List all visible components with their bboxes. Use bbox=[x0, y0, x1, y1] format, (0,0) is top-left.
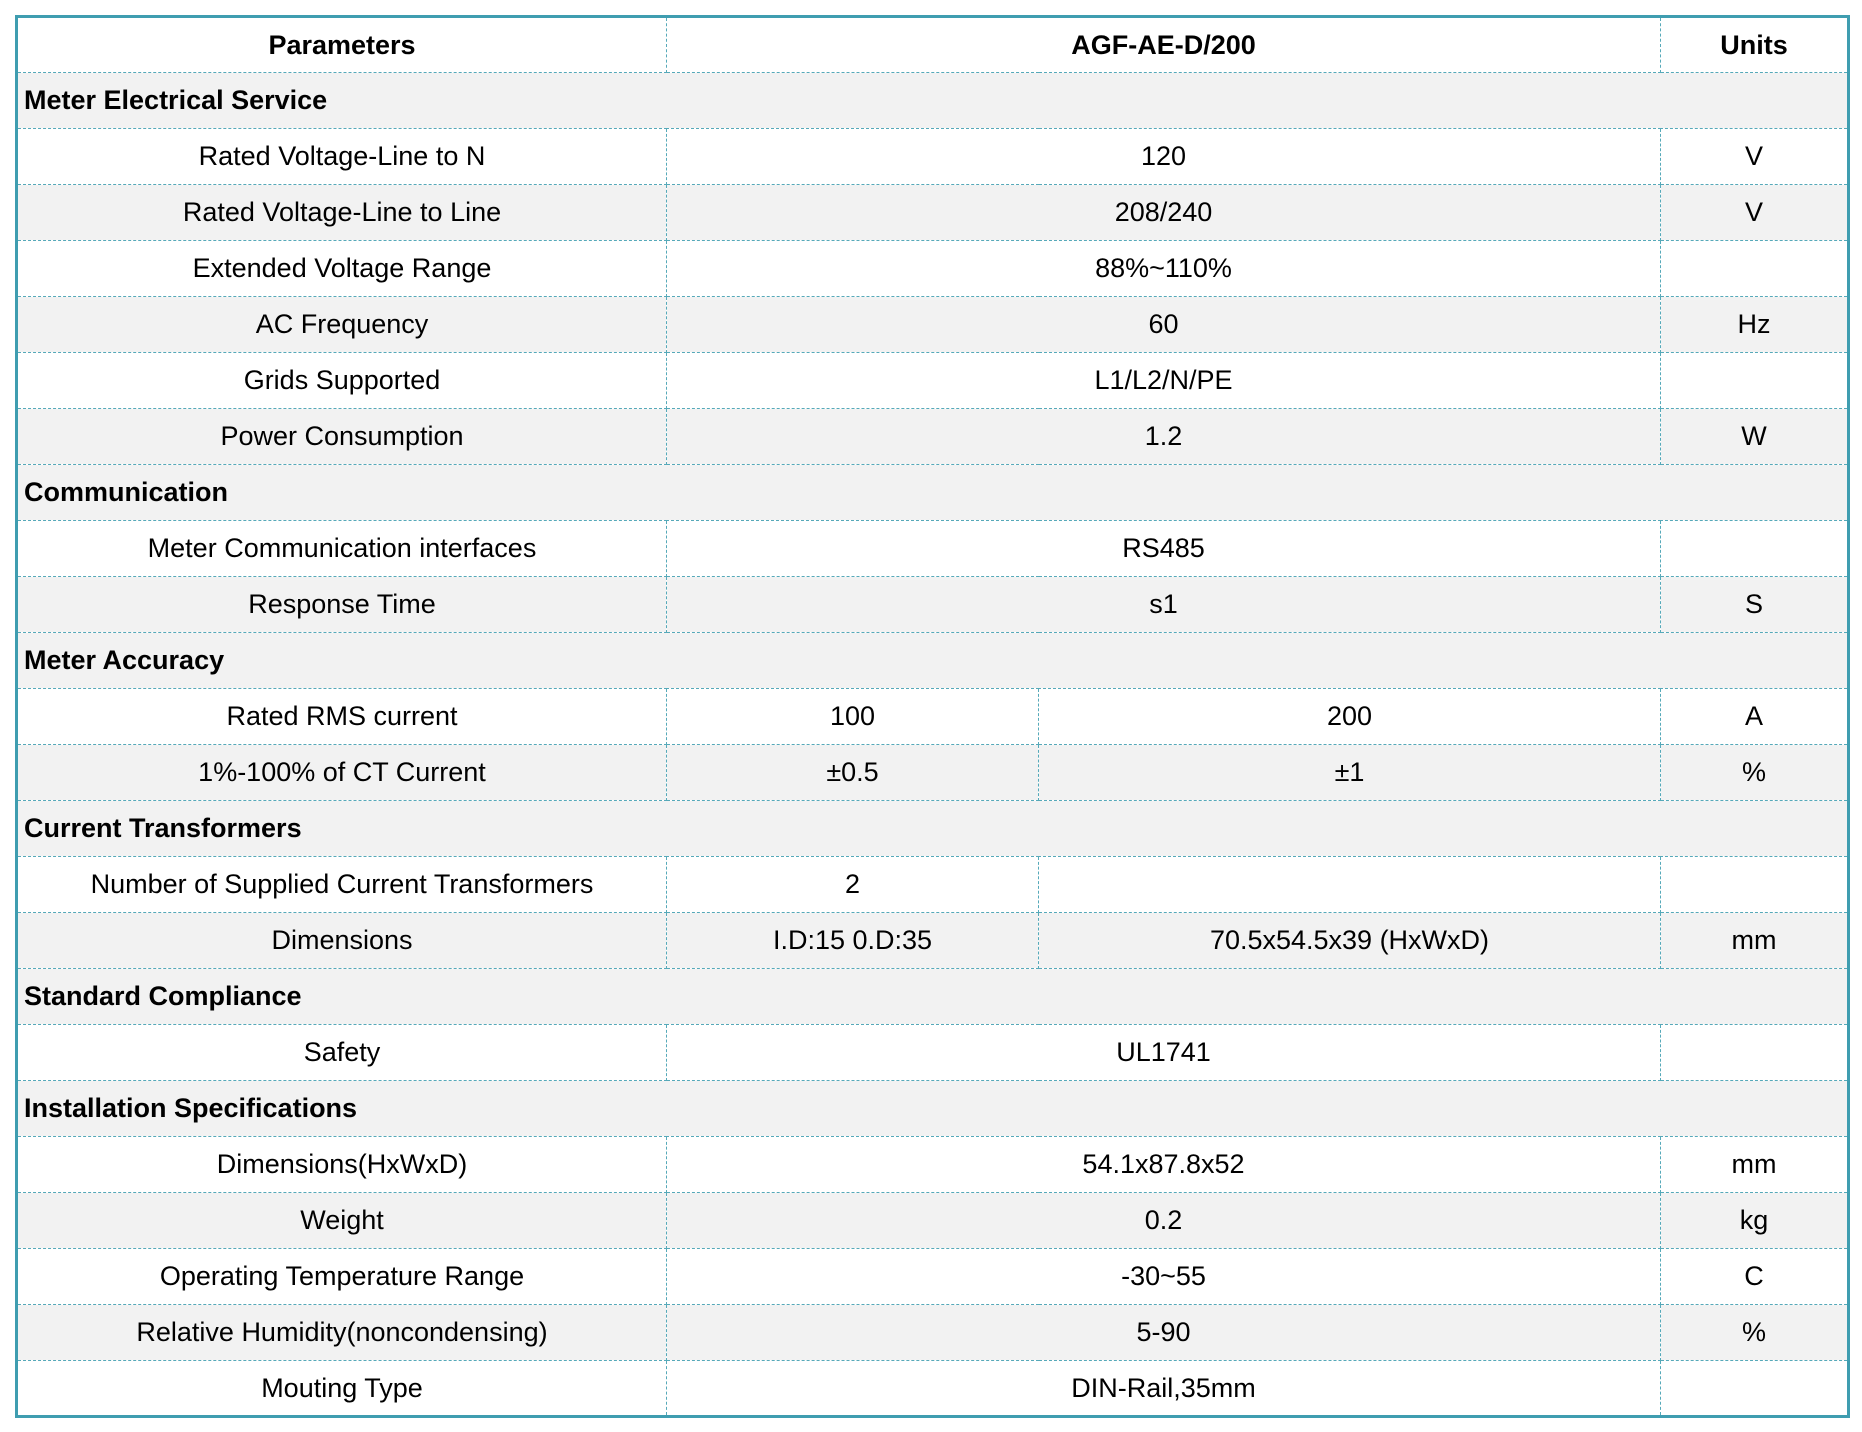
param-cell: Dimensions bbox=[17, 913, 667, 969]
table-row bbox=[17, 1193, 1849, 1249]
table-row bbox=[17, 1025, 1849, 1081]
table-row bbox=[17, 1137, 1849, 1193]
section-title: Communication bbox=[17, 465, 1849, 521]
unit-cell: mm bbox=[1661, 913, 1849, 969]
section-title: Installation Specifications bbox=[17, 1081, 1849, 1137]
param-cell: Relative Humidity(noncondensing) bbox=[17, 1305, 667, 1361]
unit-cell: V bbox=[1661, 185, 1849, 241]
value-cell: 5-90 bbox=[667, 1305, 1661, 1361]
unit-cell bbox=[1661, 1361, 1849, 1417]
value-cell-2: 200 bbox=[1039, 689, 1661, 745]
value-cell-2: ±1 bbox=[1039, 745, 1661, 801]
param-cell: Grids Supported bbox=[17, 353, 667, 409]
table-row bbox=[17, 353, 1849, 409]
value-cell-1: ±0.5 bbox=[667, 745, 1039, 801]
param-cell: Power Consumption bbox=[17, 409, 667, 465]
section-title: Meter Accuracy bbox=[17, 633, 1849, 689]
unit-cell: S bbox=[1661, 577, 1849, 633]
header-model: AGF-AE-D/200 bbox=[667, 17, 1661, 73]
table-row bbox=[17, 185, 1849, 241]
value-cell-2: 70.5x54.5x39 (HxWxD) bbox=[1039, 913, 1661, 969]
unit-cell: kg bbox=[1661, 1193, 1849, 1249]
unit-cell: % bbox=[1661, 1305, 1849, 1361]
param-cell: Weight bbox=[17, 1193, 667, 1249]
unit-cell: A bbox=[1661, 689, 1849, 745]
param-cell: Meter Communication interfaces bbox=[17, 521, 667, 577]
unit-cell bbox=[1661, 241, 1849, 297]
value-cell: -30~55 bbox=[667, 1249, 1661, 1305]
table-row bbox=[17, 1249, 1849, 1305]
table-row bbox=[17, 745, 1849, 801]
value-cell: L1/L2/N/PE bbox=[667, 353, 1661, 409]
table-row bbox=[17, 913, 1849, 969]
unit-cell: mm bbox=[1661, 1137, 1849, 1193]
param-cell: Mouting Type bbox=[17, 1361, 667, 1417]
value-cell: UL1741 bbox=[667, 1025, 1661, 1081]
value-cell-2 bbox=[1039, 857, 1661, 913]
table-row bbox=[17, 577, 1849, 633]
param-cell: Rated Voltage-Line to Line bbox=[17, 185, 667, 241]
table-row bbox=[17, 1361, 1849, 1417]
param-cell: Rated RMS current bbox=[17, 689, 667, 745]
param-cell: Extended Voltage Range bbox=[17, 241, 667, 297]
value-cell-1: 100 bbox=[667, 689, 1039, 745]
value-cell: 54.1x87.8x52 bbox=[667, 1137, 1661, 1193]
unit-cell: W bbox=[1661, 409, 1849, 465]
header-units: Units bbox=[1661, 17, 1849, 73]
header-parameters: Parameters bbox=[17, 17, 667, 73]
param-cell: Response Time bbox=[17, 577, 667, 633]
param-cell: Safety bbox=[17, 1025, 667, 1081]
section-title: Standard Compliance bbox=[17, 969, 1849, 1025]
value-cell: 88%~110% bbox=[667, 241, 1661, 297]
value-cell: 60 bbox=[667, 297, 1661, 353]
param-cell: Operating Temperature Range bbox=[17, 1249, 667, 1305]
section-row bbox=[17, 465, 1849, 521]
table-row bbox=[17, 857, 1849, 913]
value-cell: s1 bbox=[667, 577, 1661, 633]
param-cell: Dimensions(HxWxD) bbox=[17, 1137, 667, 1193]
param-cell: Number of Supplied Current Transformers bbox=[17, 857, 667, 913]
table-row bbox=[17, 1305, 1849, 1361]
table-row bbox=[17, 297, 1849, 353]
header-row bbox=[17, 17, 1849, 73]
value-cell: 0.2 bbox=[667, 1193, 1661, 1249]
table-row bbox=[17, 129, 1849, 185]
section-title: Current Transformers bbox=[17, 801, 1849, 857]
unit-cell: % bbox=[1661, 745, 1849, 801]
section-row bbox=[17, 969, 1849, 1025]
table-header bbox=[17, 17, 1849, 73]
unit-cell bbox=[1661, 521, 1849, 577]
value-cell: 120 bbox=[667, 129, 1661, 185]
value-cell-1: I.D:15 0.D:35 bbox=[667, 913, 1039, 969]
table-body bbox=[17, 73, 1849, 1417]
section-row bbox=[17, 801, 1849, 857]
value-cell: 208/240 bbox=[667, 185, 1661, 241]
table-row bbox=[17, 409, 1849, 465]
section-row bbox=[17, 633, 1849, 689]
spec-table bbox=[15, 15, 1850, 1418]
param-cell: AC Frequency bbox=[17, 297, 667, 353]
section-title: Meter Electrical Service bbox=[17, 73, 1849, 129]
table-row bbox=[17, 689, 1849, 745]
value-cell: 1.2 bbox=[667, 409, 1661, 465]
table-row bbox=[17, 241, 1849, 297]
value-cell-1: 2 bbox=[667, 857, 1039, 913]
value-cell: RS485 bbox=[667, 521, 1661, 577]
unit-cell: V bbox=[1661, 129, 1849, 185]
unit-cell: Hz bbox=[1661, 297, 1849, 353]
unit-cell: C bbox=[1661, 1249, 1849, 1305]
unit-cell bbox=[1661, 1025, 1849, 1081]
table-row bbox=[17, 521, 1849, 577]
param-cell: Rated Voltage-Line to N bbox=[17, 129, 667, 185]
unit-cell bbox=[1661, 857, 1849, 913]
unit-cell bbox=[1661, 353, 1849, 409]
section-row bbox=[17, 73, 1849, 129]
param-cell: 1%-100% of CT Current bbox=[17, 745, 667, 801]
section-row bbox=[17, 1081, 1849, 1137]
value-cell: DIN-Rail,35mm bbox=[667, 1361, 1661, 1417]
